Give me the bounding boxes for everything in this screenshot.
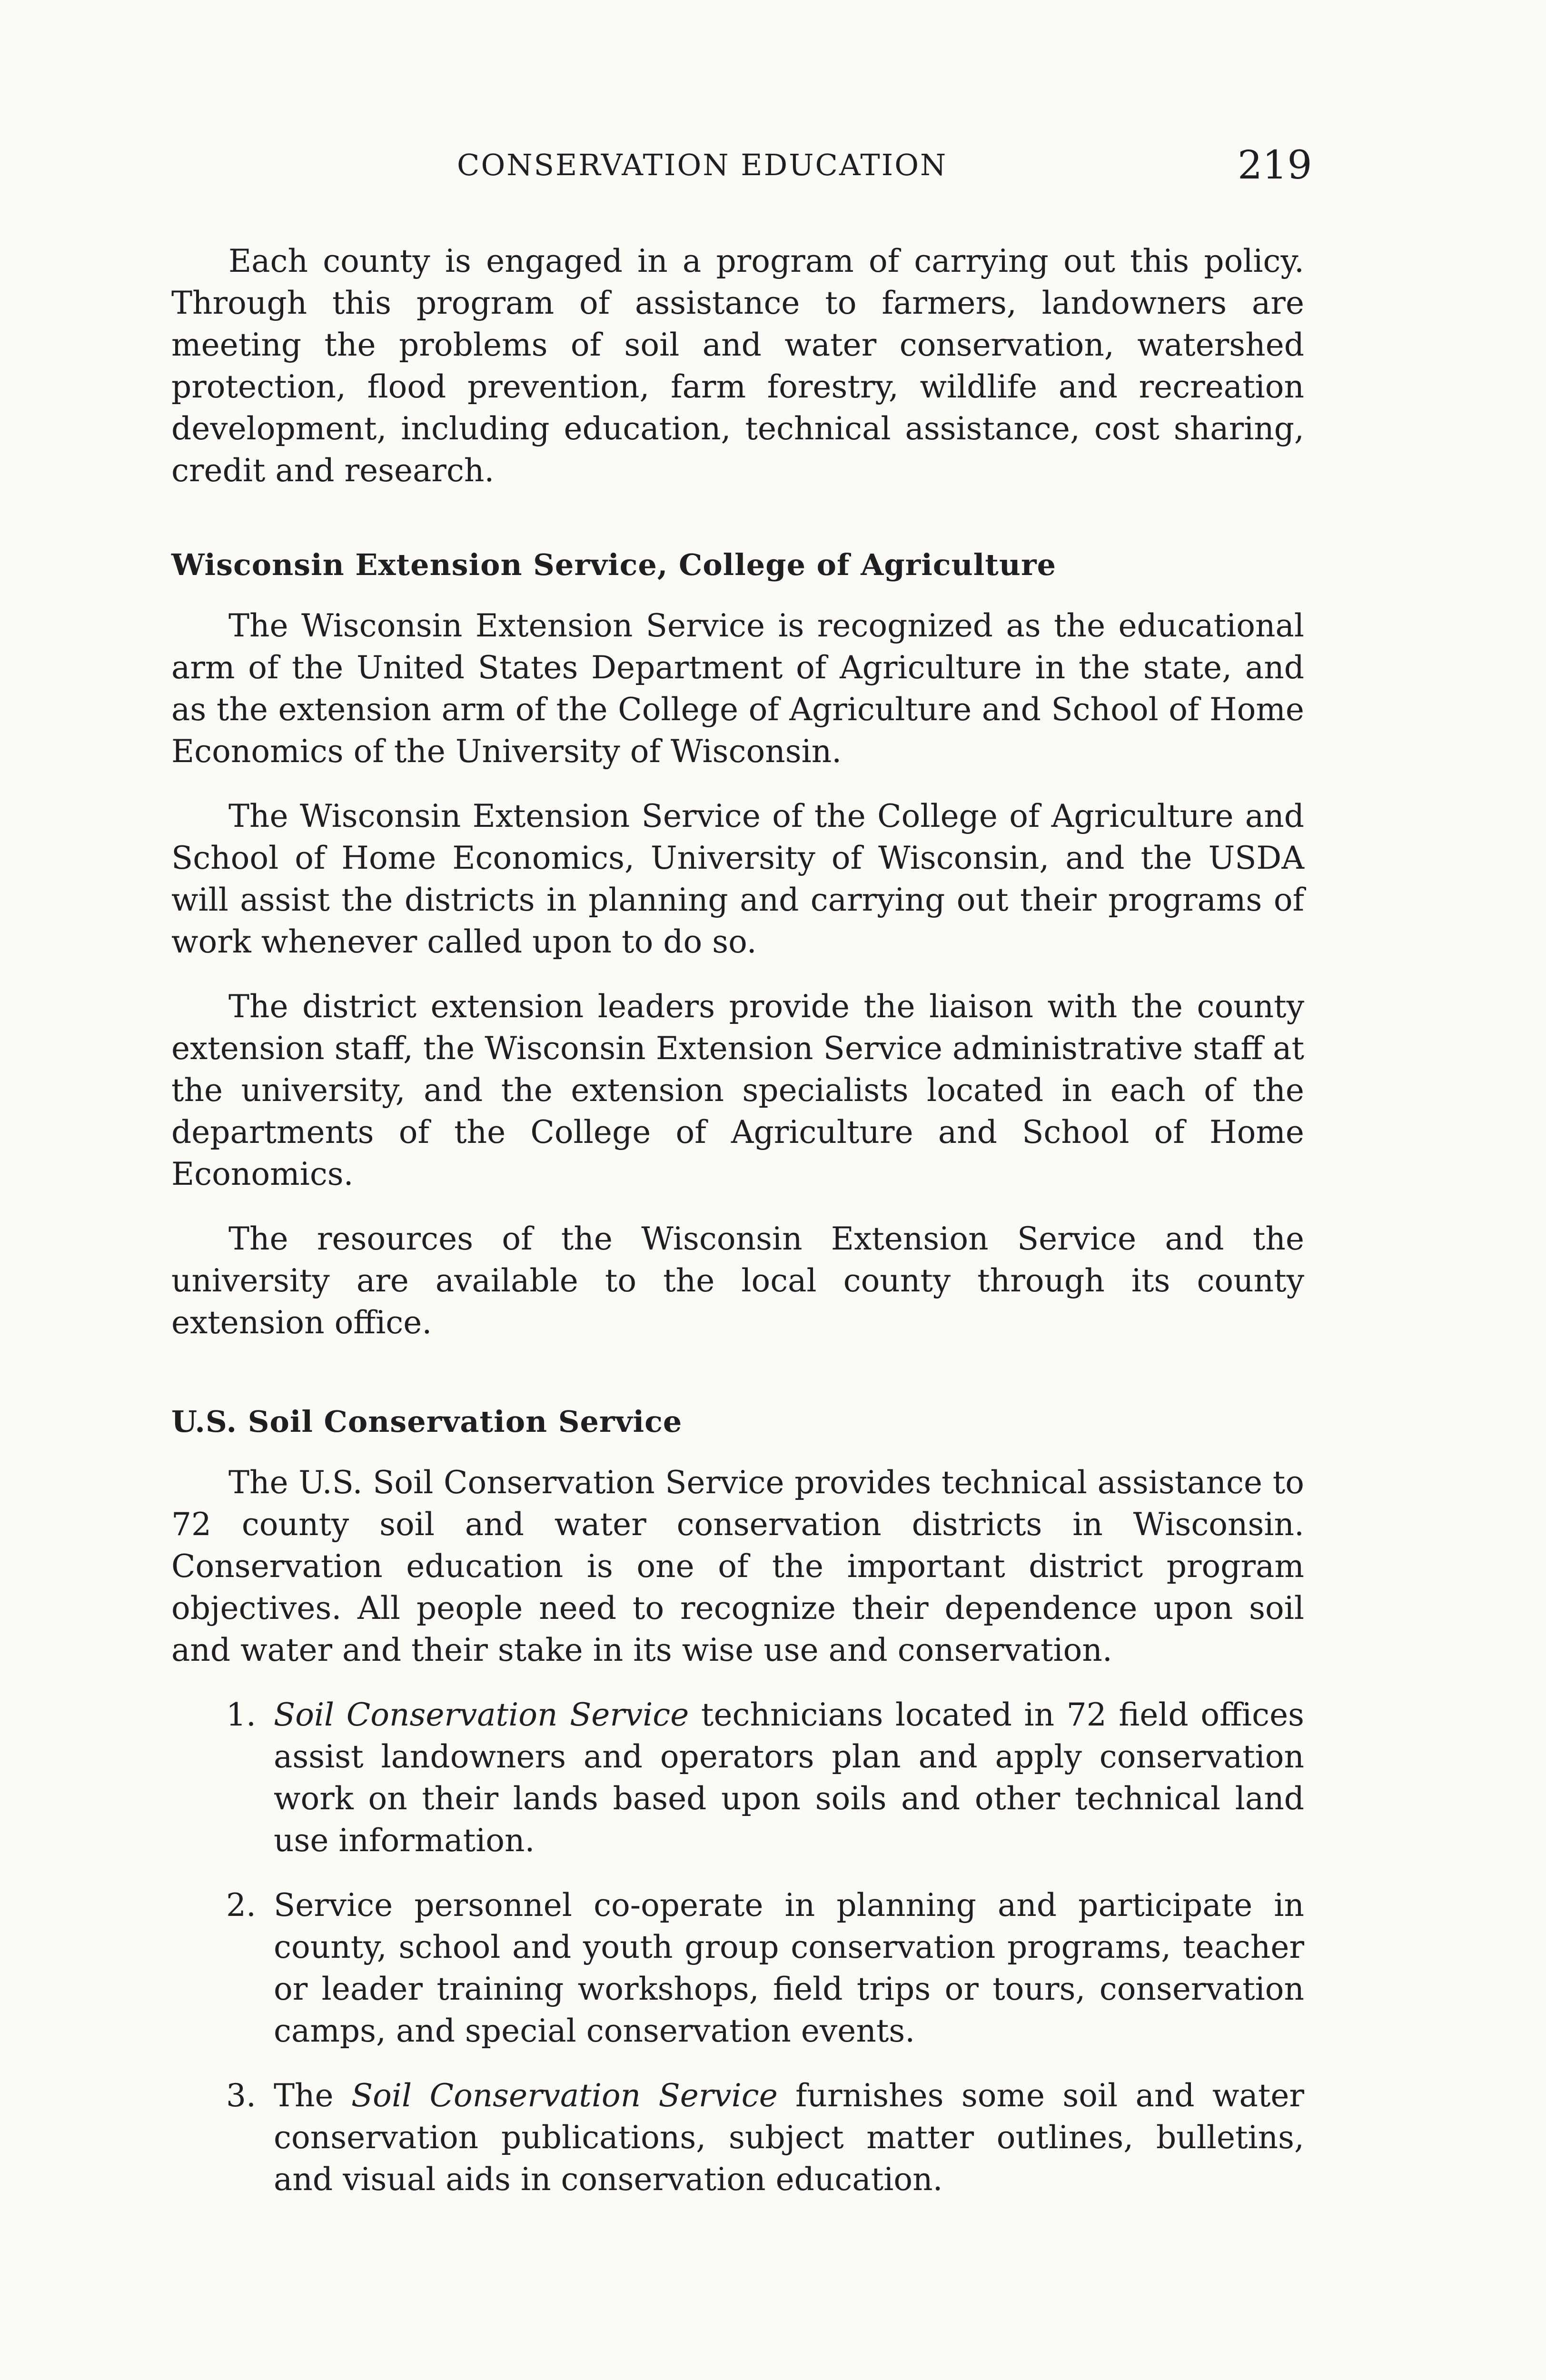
list-item-italic: Soil Conservation Service xyxy=(351,2077,778,2114)
list-item-number: 2. xyxy=(226,1887,256,1924)
running-head-title: CONSERVATION EDUCATION xyxy=(457,148,948,182)
extension-paragraph: The Wisconsin Extension Service is recognized as the educational arm of the United States Department of Agriculture in the state, and as the extension arm of the College of Agriculture and School of Home Economics of the University of Wisconsin. xyxy=(171,607,1304,770)
page-body xyxy=(171,240,1304,2223)
extension-paragraph: The Wisconsin Extension Service of the College of Agriculture and School of Home Economics, University of Wisconsin, and the USDA will assist the districts in planning and carrying out their programs of work whenever called upon to do so. xyxy=(171,798,1304,960)
extension-paragraph: The district extension leaders provide the liaison with the county extension staff, the Wisconsin Extension Service administrative staff at the university, and the extension specialists located in each of the departments of the College of Agriculture and School of Home Economics. xyxy=(171,988,1304,1192)
list-item-text-after: furnishes some soil and water conservation publications, subject matter outlines, bulletins, and visual aids in conservation education. xyxy=(274,2077,1304,2198)
list-item-number: 3. xyxy=(226,2077,256,2114)
list-item-text xyxy=(274,1884,1304,2052)
list-item-italic: Soil Conservation Service xyxy=(274,1696,689,1733)
section-heading-scs: U.S. Soil Conservation Service xyxy=(171,1404,683,1439)
scs-paragraph: The U.S. Soil Conservation Service provides technical assistance to 72 county soil and water conservation districts in Wisconsin. Conservation education is one of the important district program objectives. All people need to recognize their dependence upon soil and water and their stake in its wise use and conservation. xyxy=(171,1464,1304,1668)
list-item-text-after: technicians located in 72 field offices assist landowners and operators plan and apply conservation work on their lands based upon soils and other technical land use information. xyxy=(274,1696,1304,1859)
intro-paragraph: Each county is engaged in a program of carrying out this policy. Through this program of assistance to farmers, landowners are meeting the problems of soil and water conservation, watershed protection, flood prevention, farm forestry, wildlife and recreation development, including education, technical assistance, cost sharing, credit and research. xyxy=(171,243,1304,489)
page-number: 219 xyxy=(1238,143,1312,188)
scs-numbered-list xyxy=(171,1694,1304,2201)
extension-paragraph: The resources of the Wisconsin Extension Service and the university are available to the local county through its county extension office. xyxy=(171,1220,1304,1341)
list-item-text-before: The xyxy=(274,2077,351,2114)
section-heading-extension: Wisconsin Extension Service, College of Agriculture xyxy=(171,547,1057,582)
running-head xyxy=(0,143,1546,195)
list-item-text xyxy=(274,1694,1304,1862)
list-item xyxy=(171,1884,1304,2052)
list-item-text-before: Service personnel co-operate in planning and participate in county, school and youth group conservation programs, teacher or leader training workshops, field trips or tours, conservation camps, and special conservation events. xyxy=(274,1887,1304,2049)
list-item xyxy=(171,2075,1304,2201)
list-item xyxy=(171,1694,1304,1862)
list-item-text xyxy=(274,2075,1304,2201)
list-item-number: 1. xyxy=(226,1696,256,1733)
